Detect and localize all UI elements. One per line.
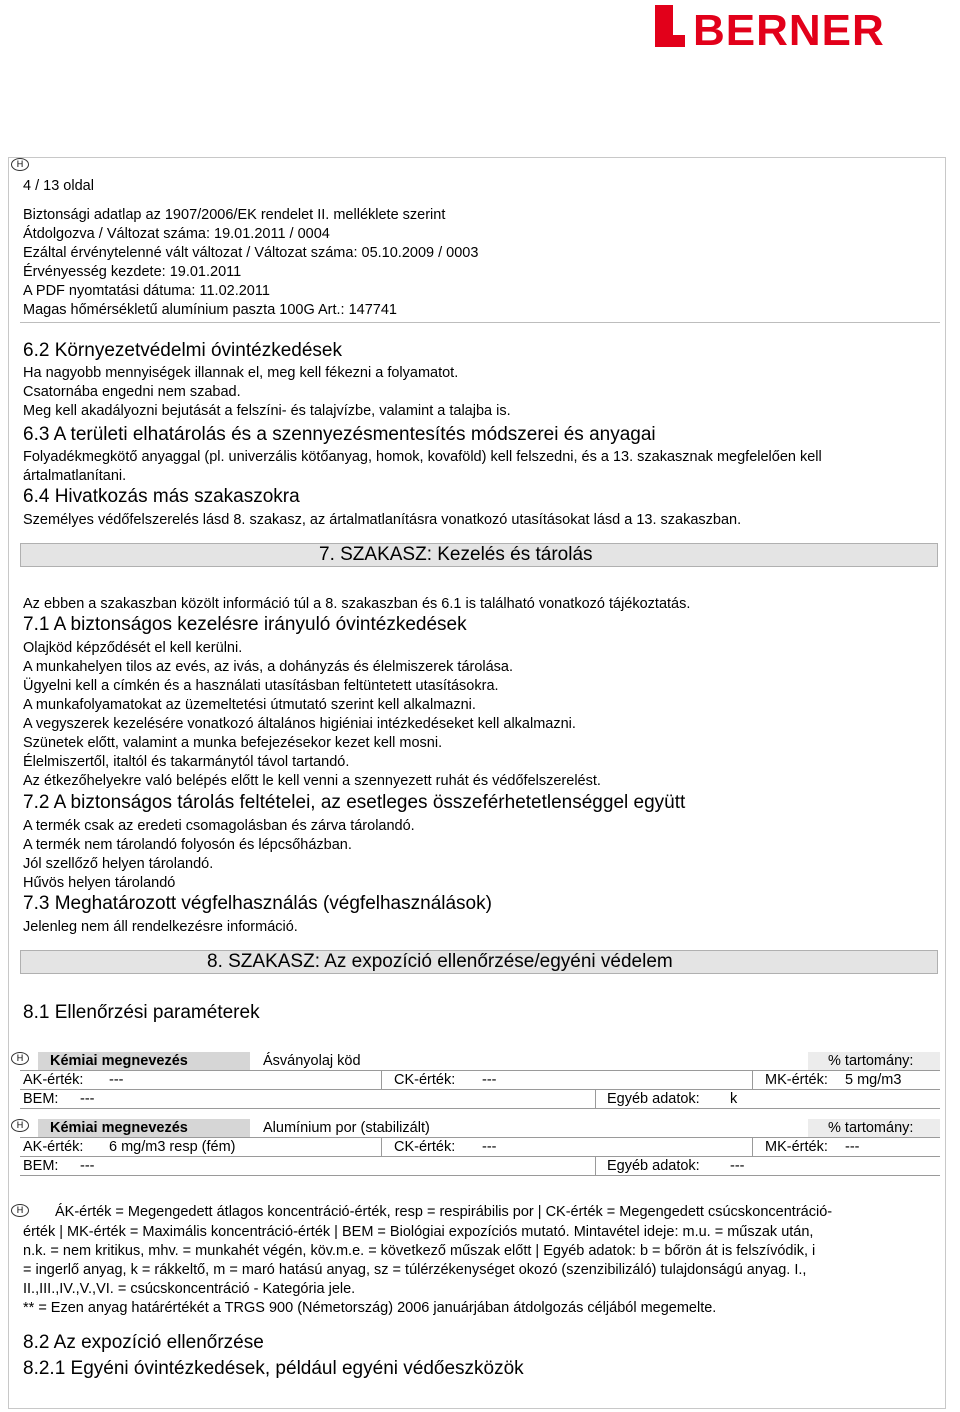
section-7-1-title: 7.1 A biztonságos kezelésre irányuló óvintézkedések xyxy=(23,614,467,635)
mk-label: MK-érték: xyxy=(765,1072,828,1088)
ck-label: CK-érték: xyxy=(394,1072,456,1088)
berner-logo xyxy=(655,0,960,50)
text-line: Meg kell akadályozni bejutását a felszíni- és talajvízbe, valamint a talajba is. xyxy=(23,403,511,419)
legend-line: ** = Ezen anyag határértékét a TRGS 900 (Németország) 2006 januárjában átdolgozás céljából megemelte. xyxy=(23,1300,717,1316)
egyeb-label: Egyéb adatok: xyxy=(607,1158,700,1174)
text-line: Az étkezőhelyekre való belépés előtt le kell venni a szennyezett ruhát és védőfelszerelést. xyxy=(23,773,601,789)
header-line: A PDF nyomtatási dátuma: 11.02.2011 xyxy=(23,283,270,299)
text-line: A munkafolyamatokat az üzemeltetési útmutató szerint kell alkalmazni. xyxy=(23,697,476,713)
section-6-2-title: 6.2 Környezetvédelmi óvintézkedések xyxy=(23,340,342,361)
text-line: A termék csak az eredeti csomagolásban és zárva tárolandó. xyxy=(23,818,415,834)
bem-label: BEM: xyxy=(23,1091,59,1107)
section-7-title: 7. SZAKASZ: Kezelés és tárolás xyxy=(319,544,593,565)
h-mark-icon: H xyxy=(11,158,29,171)
section-7-2-title: 7.2 A biztonságos tárolás feltételei, az esetleges összeférhetetlenséggel együtt xyxy=(23,792,686,813)
text-line: ártalmatlanítani. xyxy=(23,468,127,484)
table-rule xyxy=(20,1137,940,1138)
egyeb-value: --- xyxy=(730,1158,745,1174)
section-8-2-title: 8.2 Az expozíció ellenőrzése xyxy=(23,1332,264,1353)
h-mark-icon: H xyxy=(11,1204,29,1217)
egyeb-label: Egyéb adatok: xyxy=(607,1091,700,1107)
legend-line: érték | MK-érték = Maximális koncentráció-érték | BEM = Biológiai expozíciós mutató. Mintavétel ideje: m.u. = műszak után, xyxy=(23,1224,814,1240)
text-line: A munkahelyen tilos az evés, az ivás, a dohányzás és élelmiszerek tárolása. xyxy=(23,659,514,675)
text-line: Jelenleg nem áll rendelkezésre információ. xyxy=(23,919,298,935)
text-line: Ha nagyobb mennyiségek illannak el, meg kell fékezni a folyamatot. xyxy=(23,365,459,381)
range-label: % tartomány: xyxy=(828,1120,914,1136)
section-6-4-title: 6.4 Hivatkozás más szakaszokra xyxy=(23,486,300,507)
header-line: Ezáltal érvénytelenné vált változat / Változat száma: 05.10.2009 / 0003 xyxy=(23,245,479,261)
logo-text: BERNER xyxy=(693,6,885,50)
text-line: Hűvös helyen tárolandó xyxy=(23,875,176,891)
chemical-name-label: Kémiai megnevezés xyxy=(50,1053,188,1069)
table-rule xyxy=(381,1071,382,1089)
table-rule xyxy=(595,1090,596,1108)
text-line: Folyadékmegkötő anyaggal (pl. univerzális kötőanyag, homok, kovaföld) kell felszedni, és a 13. szakasznak megfelelően kell xyxy=(23,449,822,465)
ak-label: AK-érték: xyxy=(23,1139,84,1155)
bem-value: --- xyxy=(80,1158,95,1174)
section-7-bar xyxy=(20,543,938,567)
text-line: Személyes védőfelszerelés lásd 8. szakasz, az ártalmatlanításra vonatkozó utasításokat lásd a 13. szakaszban. xyxy=(23,512,742,528)
table-rule xyxy=(20,1156,940,1157)
section-8-title: 8. SZAKASZ: Az expozíció ellenőrzése/egyéni védelem xyxy=(207,951,673,972)
ak-label: AK-érték: xyxy=(23,1072,84,1088)
ak-value: 6 mg/m3 resp (fém) xyxy=(109,1139,236,1155)
section-8-bar xyxy=(20,950,938,974)
text-line: Jól szellőző helyen tárolandó. xyxy=(23,856,214,872)
header-line: Magas hőmérsékletű alumínium paszta 100G Art.: 147741 xyxy=(23,302,397,318)
text-line: Csatornába engedni nem szabad. xyxy=(23,384,241,400)
legend-line: II.,III.,IV.,V.,VI. = csúcskoncentráció - Kategória jele. xyxy=(23,1281,356,1297)
range-label: % tartomány: xyxy=(828,1053,914,1069)
text-line: A termék nem tárolandó folyosón és lépcsőházban. xyxy=(23,837,352,853)
egyeb-value: k xyxy=(730,1091,738,1107)
h-mark-icon: H xyxy=(11,1119,29,1132)
section-8-2-1-title: 8.2.1 Egyéni óvintézkedések, például egyéni védőeszközök xyxy=(23,1358,524,1379)
table-rule xyxy=(20,1089,940,1090)
ak-value: --- xyxy=(109,1072,124,1088)
mk-value: 5 mg/m3 xyxy=(845,1072,902,1088)
h-mark-icon: H xyxy=(11,1052,29,1065)
table-rule xyxy=(20,1175,940,1176)
text-line: A vegyszerek kezelésére vonatkozó általános higiéniai intézkedéseket kell alkalmazni. xyxy=(23,716,576,732)
table-rule xyxy=(752,1071,753,1089)
mk-label: MK-érték: xyxy=(765,1139,828,1155)
text-line: Szünetek előtt, valamint a munka befejezésekor kezet kell mosni. xyxy=(23,735,443,751)
header-line: Érvényesség kezdete: 19.01.2011 xyxy=(23,264,242,280)
chemical-name-value: Ásványolaj köd xyxy=(263,1053,361,1069)
table-rule xyxy=(381,1138,382,1156)
page-number: 4 / 13 oldal xyxy=(23,178,94,194)
header-divider xyxy=(20,322,940,323)
section-8-1-title: 8.1 Ellenőrzési paraméterek xyxy=(23,1002,260,1023)
table-rule xyxy=(752,1138,753,1156)
chemical-name-value: Alumínium por (stabilizált) xyxy=(263,1120,430,1136)
header-line: Biztonsági adatlap az 1907/2006/EK rendelet II. melléklete szerint xyxy=(23,207,446,223)
text-line: Ügyelni kell a címkén és a használati utasításban feltüntetett utasításokra. xyxy=(23,678,499,694)
ck-value: --- xyxy=(482,1072,497,1088)
legend-line: n.k. = nem kritikus, mhv. = munkahét végén, köv.m.e. = következő műszak előtt | Egyéb adatok: b = bőrön át is felszívódik, i xyxy=(23,1243,816,1259)
text-line: Olajköd képződését el kell kerülni. xyxy=(23,640,243,656)
section-7-3-title: 7.3 Meghatározott végfelhasználás (végfelhasználások) xyxy=(23,893,492,914)
section-6-3-title: 6.3 A területi elhatárolás és a szennyezésmentesítés módszerei és anyagai xyxy=(23,424,656,445)
table-rule xyxy=(595,1157,596,1175)
ck-label: CK-érték: xyxy=(394,1139,456,1155)
bem-label: BEM: xyxy=(23,1158,59,1174)
header-line: Átdolgozva / Változat száma: 19.01.2011 / 0004 xyxy=(23,226,330,242)
legend-line: ÁK-érték = Megengedett átlagos koncentráció-érték, resp = respirábilis por | CK-érték = Megengedett csúcskoncentráció- xyxy=(55,1204,833,1220)
table-rule xyxy=(20,1108,940,1109)
text-line: Az ebben a szakaszban közölt információ túl a 8. szakaszban és 6.1 is található vonatkozó tájékoztatás. xyxy=(23,596,691,612)
bem-value: --- xyxy=(80,1091,95,1107)
mk-value: --- xyxy=(845,1139,860,1155)
ck-value: --- xyxy=(482,1139,497,1155)
chemical-name-label: Kémiai megnevezés xyxy=(50,1120,188,1136)
table-rule xyxy=(20,1070,940,1071)
legend-line: = ingerlő anyag, k = rákkeltő, m = maró hatású anyag, sz = túlérzékenységet okozó (szenzibilizáló) tulajdonságú anyag. I., xyxy=(23,1262,807,1278)
text-line: Élelmiszertől, italtól és takarmánytól távol tartandó. xyxy=(23,754,350,770)
